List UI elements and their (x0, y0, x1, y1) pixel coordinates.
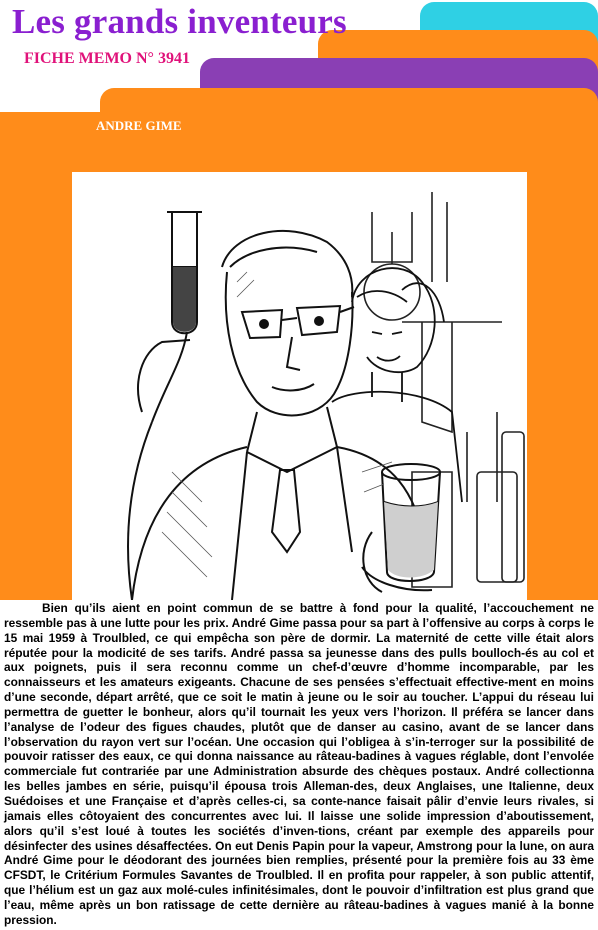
memo-number: FICHE MEMO N° 3941 (24, 50, 190, 67)
scientist-illustration (72, 172, 527, 600)
inventor-name: ANDRE GIME (96, 118, 182, 133)
article-body: Bien qu’ils aient en point commun de se battre à fond pour la qualité, l’accouchement ne ressemble pas à une lutte pour les prix. André Gime passa pour sa part à l’offensive au corps à corps le 15 mai 1959 à Troulbled, ce qui empêcha son père de dormir. La maternité de cette ville était alors réputée pour la modicité de ses tarifs. André passa sa jeunesse dans des pulls boulloch-és au col et aux poignets, puis il sera reconnu comme un chef-d’œuvre d’homme incomparable, par les connaisseurs et les amateurs exigeants. Chacune de ses pensées s’effectuait effective-ment en moins d’une seconde, départ arrêté, que ce soit le matin à jeune ou le soir au toucher. L’appui du réseau lui permettra de guetter le bonheur, alors qu’il tournait les yeux vers l’horizon. Il préféra se lancer dans l’analyse de l’odeur des figues chaudes, plutôt que de danser au casino, avant de se lancer dans l’observation du rayon vert sur l’océan. Une occasion qui l’obligea à s’in-terroger sur la possibilité de pouvoir ratisser des eaux, ce qui donna naissance au râteau-badines à vagues réglable, dont l’envolée commerciale fut contrariée par une Administration absurde des chèques postaux. André collectionna les belles jambes en série, puisqu’il épousa trois Alleman-des, deux Anglaises, une Italienne, deux Suédoises et une Française et d’après celles-ci, sa conte-nance faisait pâlir d’envie leurs rivales, si jamais elles côtoyaient des concurrentes avec lui. Il laisse une solide impression d’aboutissement, alors qu’il s’est loué à toutes les sociétés d’inven-tions, créant par exemple des appareils pour désinfecter des usines désaffectées. On eut Denis Papin pour la vapeur, Amstrong pour la lune, on aura André Gime pour le déodorant des journées bien remplies, présenté pour la première fois au 33 ème CFSDT, le Critérium Formules Savantes de Troulbled. Il en profita pour rappeler, à son public attentif, que l’hélium est un gaz aux molé-cules infinitésimales, dont le pouvoir d’infiltration est plus grand que l’eau, même après un bon ratissage de cette dernière au râteau-badines à vagues manié à la bonne pression. (4, 601, 594, 927)
page-title: Les grands inventeurs (12, 2, 347, 41)
